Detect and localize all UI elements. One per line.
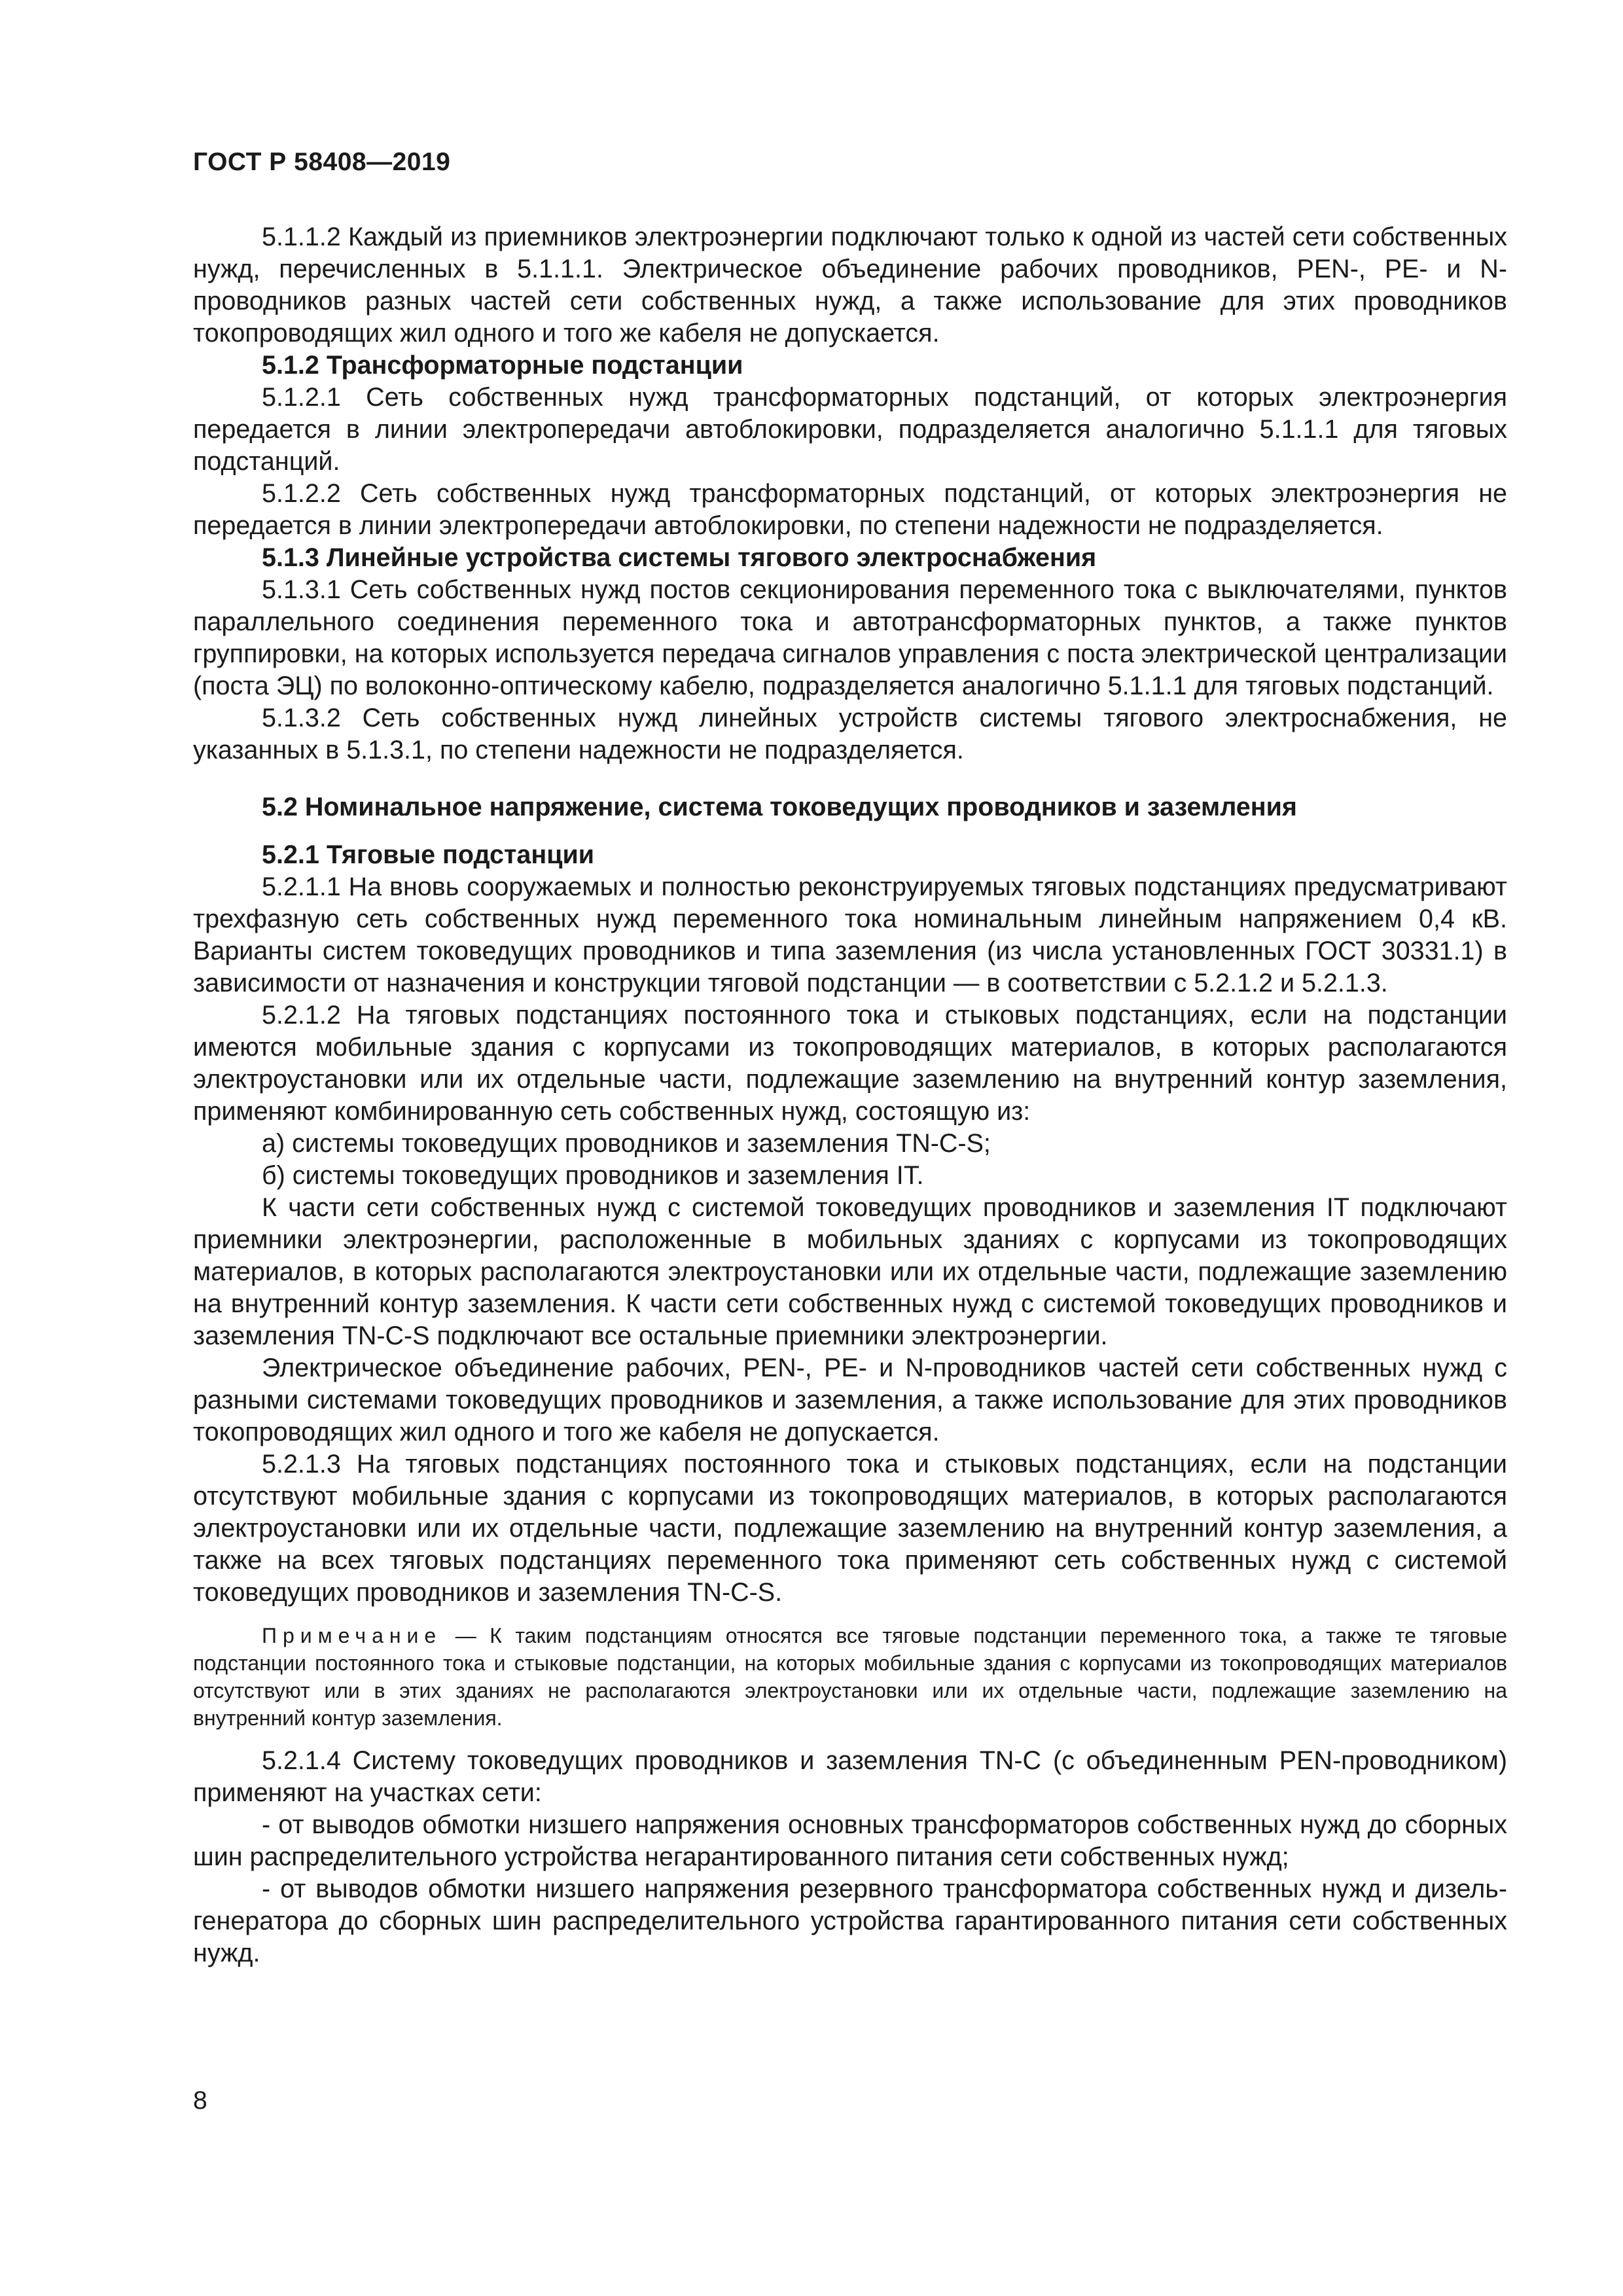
paragraph-5-1-3-2: 5.1.3.2 Сеть собственных нужд линейных устройств системы тягового электроснабжения, не указанных в 5.1.3.1, по степени надежности не подразделяется. [193,704,1507,764]
dash-item-2: - от выводов обмотки низшего напряжения резервного трансформатора собственных нужд и дизель-генератора до сборных шин распределительного устройства гарантированного питания сети собственных нужд. [193,1874,1507,1967]
list-item-b: б) системы токоведущих проводников и заземления IT. [262,1161,924,1190]
paragraph-5-2-1-1: 5.2.1.1 На вновь сооружаемых и полностью реконструируемых тяговых подстанциях предусматривают трехфазную сеть собственных нужд переменного тока номинальным линейным напряжением 0,4 кВ. Варианты систем токоведущих проводников и типа заземления (из числа установленных ГОСТ 30331.1) в зависимости от назначения и конструкции тяговой подстанции — в соответствии с 5.2.1.2 и 5.2.1.3. [193,872,1507,997]
paragraph-5-2-1-2: 5.2.1.2 На тяговых подстанциях постоянного тока и стыковых подстанциях, если на подстанции имеются мобильные здания с корпусами из токопроводящих материалов, в которых располагаются электроустановки или их отдельные части, подлежащие заземлению на внутренний контур заземления, применяют комбинированную сеть собственных нужд, состоящую из: [193,1001,1507,1126]
page-number: 8 [193,2087,207,2115]
note-label: Примечание [262,1624,442,1647]
paragraph-5-1-2-1: 5.1.2.1 Сеть собственных нужд трансформаторных подстанций, от которых электроэнергия передается в линии электропередачи автоблокировки, подразделяется аналогично 5.1.1.1 для тяговых подстанций. [193,383,1507,476]
heading-5-1-2: 5.1.2 Трансформаторные подстанции [262,351,743,380]
heading-5-2: 5.2 Номинальное напряжение, система токоведущих проводников и заземления [262,793,1297,821]
paragraph-5-1-3-1: 5.1.3.1 Сеть собственных нужд постов секционирования переменного тока с выключателями, пунктов параллельного соединения переменного тока и автотрансформаторных пунктов, а также пунктов группировки, на которых используется передача сигналов управления с поста электрической централизации (поста ЭЦ) по волоконно-оптическому кабелю, подразделяется аналогично 5.1.1.1 для тяговых подстанций. [193,575,1507,700]
note-text: — К таким подстанциям относятся все тяговые подстанции переменного тока, а также те тяговые подстанции постоянного тока и стыковые подстанции, на которых мобильные здания с корпусами из токопроводящих материалов отсутствуют или в этих зданиях не располагаются электроустановки или их отдельные части, подлежащие заземлению на внутренний контур заземления. [193,1624,1507,1730]
paragraph-5-1-1-2: 5.1.1.2 Каждый из приемников электроэнергии подключают только к одной из частей сети собственных нужд, перечисленных в 5.1.1.1. Электрическое объединение рабочих проводников, PEN-, PE- и N-проводников разных частей сети собственных нужд, а также использование для этих проводников токопроводящих жил одного и того же кабеля не допускается. [193,223,1507,348]
paragraph-5-2-1-3: 5.2.1.3 На тяговых подстанциях постоянного тока и стыковых подстанциях, если на подстанции отсутствуют мобильные здания с корпусами из токопроводящих материалов, в которых располагаются электроустановки или их отдельные части, подлежащие заземлению на внутренний контур заземления, а также на всех тяговых подстанциях переменного тока применяют сеть собственных нужд с системой токоведущих проводников и заземления TN-C-S. [193,1450,1507,1607]
list-item-a: а) системы токоведущих проводников и заземления TN-C-S; [262,1129,991,1158]
document-body [193,221,1507,1969]
document-header: ГОСТ Р 58408—2019 [193,148,451,176]
heading-5-1-3: 5.1.3 Линейные устройства системы тягового электроснабжения [262,543,1097,572]
paragraph-it-system: К части сети собственных нужд с системой токоведущих проводников и заземления IT подключают приемники электроэнергии, расположенные в мобильных зданиях с корпусами из токопроводящих материалов, в которых располагаются электроустановки или их отдельные части, подлежащие заземлению на внутренний контур заземления. К части сети собственных нужд с системой токоведущих проводников и заземления TN-C-S подключают все остальные приемники электроэнергии. [193,1193,1507,1350]
paragraph-5-2-1-4: 5.2.1.4 Систему токоведущих проводников и заземления TN-C (с объединенным PEN-проводником) применяют на участках сети: [193,1746,1507,1807]
paragraph-5-1-2-2: 5.1.2.2 Сеть собственных нужд трансформаторных подстанций, от которых электроэнергия не передается в линии электропередачи автоблокировки, по степени надежности не подразделяется. [193,479,1507,540]
heading-5-2-1: 5.2.1 Тяговые подстанции [262,840,595,869]
note [193,1622,1507,1732]
paragraph-conductor-union: Электрическое объединение рабочих, PEN-, PE- и N-проводников частей сети собственных нужд с разными системами токоведущих проводников и заземления, а также использование для этих проводников токопроводящих жил одного и того же кабеля не допускается. [193,1354,1507,1446]
dash-item-1: - от выводов обмотки низшего напряжения основных трансформаторов собственных нужд до сборных шин распределительного устройства негарантированного питания сети собственных нужд; [193,1810,1507,1871]
